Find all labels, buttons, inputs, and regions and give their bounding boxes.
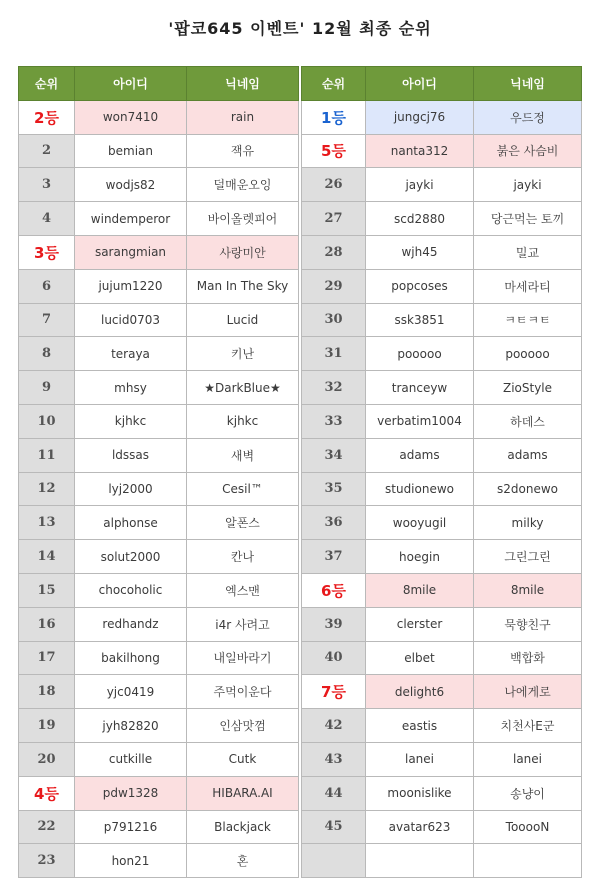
table-header-row: [19, 67, 299, 101]
nickname-cell: 마세라티: [474, 269, 582, 303]
nickname-cell: 송냥이: [474, 776, 582, 810]
table-row: [302, 438, 582, 472]
user-id-cell: scd2880: [366, 202, 474, 236]
table-row: [302, 776, 582, 810]
user-id-cell: [366, 844, 474, 878]
rank-cell: 14: [19, 540, 75, 574]
nickname-cell: Cesil™: [187, 472, 299, 506]
user-id-cell: verbatim1004: [366, 404, 474, 438]
prize-rank-cell: 5등: [302, 134, 366, 168]
nickname-cell: 인삼맛껌: [187, 709, 299, 743]
user-id-cell: wodjs82: [75, 168, 187, 202]
header-nickname: 닉네임: [187, 67, 299, 101]
rank-cell: 28: [302, 235, 366, 269]
nickname-cell: s2donewo: [474, 472, 582, 506]
table-row: [302, 540, 582, 574]
nickname-cell: HIBARA.AI: [187, 776, 299, 810]
user-id-cell: ssk3851: [366, 303, 474, 337]
table-row: [302, 844, 582, 878]
rank-cell: 8: [19, 337, 75, 371]
table-row: [19, 472, 299, 506]
table-header-row: [302, 67, 582, 101]
user-id-cell: yjc0419: [75, 675, 187, 709]
table-row: [302, 573, 582, 607]
user-id-cell: studionewo: [366, 472, 474, 506]
table-row: [302, 607, 582, 641]
rank-cell: 9: [19, 371, 75, 405]
nickname-cell: rain: [187, 100, 299, 134]
user-id-cell: pdw1328: [75, 776, 187, 810]
header-id: 아이디: [366, 67, 474, 101]
table-row: [302, 303, 582, 337]
table-row: [302, 404, 582, 438]
nickname-cell: 백합화: [474, 641, 582, 675]
table-row: [19, 337, 299, 371]
prize-rank-cell: 7등: [302, 675, 366, 709]
nickname-cell: 바이올렛피어: [187, 202, 299, 236]
ranking-grid: [18, 66, 582, 878]
user-id-cell: jungcj76: [366, 100, 474, 134]
table-row: [302, 709, 582, 743]
rank-cell: 30: [302, 303, 366, 337]
user-id-cell: chocoholic: [75, 573, 187, 607]
nickname-cell: 키난: [187, 337, 299, 371]
rank-cell: 36: [302, 506, 366, 540]
rank-cell: 37: [302, 540, 366, 574]
user-id-cell: bakilhong: [75, 641, 187, 675]
rank-cell: 18: [19, 675, 75, 709]
prize-rank-cell: 2등: [19, 100, 75, 134]
table-row: [19, 168, 299, 202]
table-row: [302, 641, 582, 675]
nickname-cell: 묵향친구: [474, 607, 582, 641]
table-row: [19, 134, 299, 168]
rank-cell: 44: [302, 776, 366, 810]
prize-rank-cell: 4등: [19, 776, 75, 810]
user-id-cell: lucid0703: [75, 303, 187, 337]
nickname-cell: i4r 사려고: [187, 607, 299, 641]
rank-cell: 6: [19, 269, 75, 303]
prize-rank-cell: 3등: [19, 235, 75, 269]
nickname-cell: kjhkc: [187, 404, 299, 438]
table-row: [19, 810, 299, 844]
nickname-cell: ★DarkBlue★: [187, 371, 299, 405]
user-id-cell: wjh45: [366, 235, 474, 269]
nickname-cell: 잭유: [187, 134, 299, 168]
rank-cell: 16: [19, 607, 75, 641]
rank-cell: 31: [302, 337, 366, 371]
rank-cell: 10: [19, 404, 75, 438]
rank-cell: 2: [19, 134, 75, 168]
table-row: [302, 235, 582, 269]
table-row: [19, 506, 299, 540]
table-row: [302, 100, 582, 134]
user-id-cell: jujum1220: [75, 269, 187, 303]
rank-cell: 26: [302, 168, 366, 202]
user-id-cell: hoegin: [366, 540, 474, 574]
nickname-cell: 엑스맨: [187, 573, 299, 607]
table-row: [19, 742, 299, 776]
rank-cell: 19: [19, 709, 75, 743]
user-id-cell: cutkille: [75, 742, 187, 776]
header-rank: 순위: [19, 67, 75, 101]
nickname-cell: 덜매운오잉: [187, 168, 299, 202]
table-row: [19, 709, 299, 743]
header-id: 아이디: [75, 67, 187, 101]
user-id-cell: eastis: [366, 709, 474, 743]
nickname-cell: 8mile: [474, 573, 582, 607]
nickname-cell: lanei: [474, 742, 582, 776]
user-id-cell: pooooo: [366, 337, 474, 371]
nickname-cell: 그린그린: [474, 540, 582, 574]
nickname-cell: Man In The Sky: [187, 269, 299, 303]
rank-cell: 43: [302, 742, 366, 776]
nickname-cell: 치천사E군: [474, 709, 582, 743]
rank-cell: 40: [302, 641, 366, 675]
rank-cell: 20: [19, 742, 75, 776]
user-id-cell: clerster: [366, 607, 474, 641]
nickname-cell: 나에게로: [474, 675, 582, 709]
table-row: [19, 675, 299, 709]
user-id-cell: sarangmian: [75, 235, 187, 269]
ranking-rows-left: [19, 100, 299, 877]
table-row: [302, 168, 582, 202]
user-id-cell: p791216: [75, 810, 187, 844]
nickname-cell: milky: [474, 506, 582, 540]
table-row: [302, 506, 582, 540]
table-row: [302, 337, 582, 371]
nickname-cell: pooooo: [474, 337, 582, 371]
user-id-cell: hon21: [75, 844, 187, 878]
ranking-rows-right: [302, 100, 582, 877]
nickname-cell: 혼: [187, 844, 299, 878]
user-id-cell: lyj2000: [75, 472, 187, 506]
ranking-table-right: [301, 66, 582, 878]
table-row: [19, 844, 299, 878]
rank-cell: 15: [19, 573, 75, 607]
rank-cell: 45: [302, 810, 366, 844]
user-id-cell: avatar623: [366, 810, 474, 844]
rank-cell: [302, 844, 366, 878]
user-id-cell: nanta312: [366, 134, 474, 168]
user-id-cell: alphonse: [75, 506, 187, 540]
user-id-cell: wooyugil: [366, 506, 474, 540]
page-title: '팝코645 이벤트' 12월 최종 순위: [168, 19, 432, 38]
rank-cell: 4: [19, 202, 75, 236]
nickname-cell: jayki: [474, 168, 582, 202]
user-id-cell: 8mile: [366, 573, 474, 607]
rank-cell: 17: [19, 641, 75, 675]
rank-cell: 39: [302, 607, 366, 641]
nickname-cell: 주먹이운다: [187, 675, 299, 709]
nickname-cell: 붉은 사슴비: [474, 134, 582, 168]
rank-cell: 13: [19, 506, 75, 540]
nickname-cell: 알폰스: [187, 506, 299, 540]
user-id-cell: jayki: [366, 168, 474, 202]
rank-cell: 23: [19, 844, 75, 878]
nickname-cell: ZioStyle: [474, 371, 582, 405]
user-id-cell: elbet: [366, 641, 474, 675]
nickname-cell: 내일바라기: [187, 641, 299, 675]
nickname-cell: Blackjack: [187, 810, 299, 844]
rank-cell: 27: [302, 202, 366, 236]
ranking-table-left: [18, 66, 299, 878]
user-id-cell: lanei: [366, 742, 474, 776]
nickname-cell: ㅋㅌㅋㅌ: [474, 303, 582, 337]
nickname-cell: 새벽: [187, 438, 299, 472]
table-row: [19, 235, 299, 269]
user-id-cell: jyh82820: [75, 709, 187, 743]
table-row: [19, 269, 299, 303]
user-id-cell: moonislike: [366, 776, 474, 810]
rank-cell: 7: [19, 303, 75, 337]
rank-cell: 22: [19, 810, 75, 844]
rank-cell: 32: [302, 371, 366, 405]
user-id-cell: bemian: [75, 134, 187, 168]
table-row: [302, 675, 582, 709]
table-row: [19, 641, 299, 675]
nickname-cell: 사랑미안: [187, 235, 299, 269]
rank-cell: 35: [302, 472, 366, 506]
user-id-cell: ldssas: [75, 438, 187, 472]
nickname-cell: 밀교: [474, 235, 582, 269]
user-id-cell: mhsy: [75, 371, 187, 405]
table-row: [19, 303, 299, 337]
nickname-cell: 하데스: [474, 404, 582, 438]
table-row: [19, 438, 299, 472]
table-row: [302, 810, 582, 844]
user-id-cell: kjhkc: [75, 404, 187, 438]
table-row: [19, 776, 299, 810]
table-row: [302, 371, 582, 405]
header-rank: 순위: [302, 67, 366, 101]
table-row: [302, 472, 582, 506]
rank-cell: 11: [19, 438, 75, 472]
rank-cell: 29: [302, 269, 366, 303]
nickname-cell: 칸나: [187, 540, 299, 574]
table-row: [302, 742, 582, 776]
user-id-cell: redhandz: [75, 607, 187, 641]
table-row: [302, 202, 582, 236]
nickname-cell: Cutk: [187, 742, 299, 776]
table-row: [19, 404, 299, 438]
table-row: [19, 573, 299, 607]
prize-rank-cell: 1등: [302, 100, 366, 134]
rank-cell: 3: [19, 168, 75, 202]
nickname-cell: adams: [474, 438, 582, 472]
rank-cell: 12: [19, 472, 75, 506]
user-id-cell: popcoses: [366, 269, 474, 303]
table-row: [302, 269, 582, 303]
nickname-cell: [474, 844, 582, 878]
header-nickname: 닉네임: [474, 67, 582, 101]
user-id-cell: adams: [366, 438, 474, 472]
user-id-cell: delight6: [366, 675, 474, 709]
table-row: [302, 134, 582, 168]
rank-cell: 33: [302, 404, 366, 438]
rank-cell: 42: [302, 709, 366, 743]
user-id-cell: windemperor: [75, 202, 187, 236]
nickname-cell: TooooN: [474, 810, 582, 844]
nickname-cell: Lucid: [187, 303, 299, 337]
table-row: [19, 100, 299, 134]
nickname-cell: 당근먹는 토끼: [474, 202, 582, 236]
table-row: [19, 371, 299, 405]
prize-rank-cell: 6등: [302, 573, 366, 607]
rank-cell: 34: [302, 438, 366, 472]
table-row: [19, 540, 299, 574]
user-id-cell: solut2000: [75, 540, 187, 574]
user-id-cell: won7410: [75, 100, 187, 134]
table-row: [19, 202, 299, 236]
user-id-cell: tranceyw: [366, 371, 474, 405]
table-row: [19, 607, 299, 641]
nickname-cell: 우드정: [474, 100, 582, 134]
user-id-cell: teraya: [75, 337, 187, 371]
